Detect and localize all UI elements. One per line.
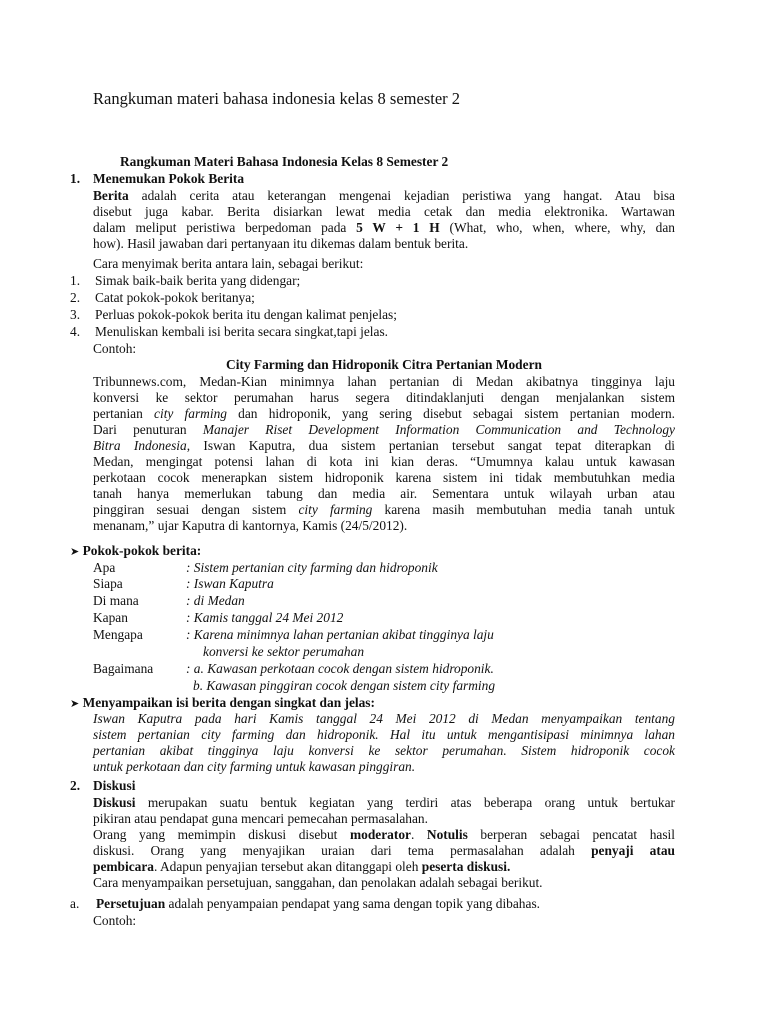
article-line: Bitra Indonesia, Iswan Kaputra, dua sistem pertanian tersebut sangat tepat diterapkan di bbox=[93, 438, 676, 453]
page-title: Rangkuman materi bahasa indonesia kelas 8 semester 2 bbox=[93, 89, 461, 108]
berita-def-line-1: Berita adalah cerita atau keterangan mengenai kejadian peristiwa yang hangat. Atau bisa bbox=[93, 188, 676, 203]
diskusi-line: pembicara. Adapun penyajian tersebut akan ditanggapi oleh peserta diskusi. bbox=[93, 859, 511, 874]
section-1-number: 1. bbox=[70, 171, 81, 186]
pokok-label: Di mana bbox=[93, 593, 139, 608]
step-text: Catat pokok-pokok beritanya; bbox=[95, 290, 255, 305]
pokok-value: : Karena minimnya lahan pertanian akibat tingginya laju bbox=[186, 627, 494, 642]
section-2-heading: Diskusi bbox=[93, 778, 136, 793]
pokok-label: Kapan bbox=[93, 610, 128, 625]
ringkas-line: pertanian akibat tingginya laju konversi ke sektor perumahan. Sistem hidroponik cocok bbox=[93, 743, 675, 758]
pokok-value: : Sistem pertanian city farming dan hidroponik bbox=[186, 560, 438, 575]
contoh-label-2: Contoh: bbox=[93, 913, 137, 928]
berita-def-line-4: how). Hasil jawaban dari pertanyaan itu dikemas dalam bentuk berita. bbox=[93, 236, 469, 251]
diskusi-line: pikiran atau pendapat guna mencari pemecahan permasalahan. bbox=[93, 811, 428, 826]
pokok-value: : Iswan Kaputra bbox=[186, 576, 274, 591]
pokok-value-continued: konversi ke sektor perumahan bbox=[203, 644, 365, 659]
article-line: menanam,” ujar Kaputra di kantornya, Kamis (24/5/2012). bbox=[93, 518, 408, 533]
diskusi-line: Orang yang memimpin diskusi disebut moderator. Notulis berperan sebagai pencatat hasil bbox=[93, 827, 675, 842]
right-arrow-bullet-icon: ➤ bbox=[70, 545, 80, 558]
ringkas-paragraph bbox=[93, 711, 675, 775]
pokok-label: Apa bbox=[93, 560, 116, 575]
diskusi-line: Diskusi merupakan suatu bentuk kegiatan yang terdiri atas beberapa orang untuk bertukar bbox=[93, 795, 675, 810]
article-title: City Farming dan Hidroponik Citra Pertanian Modern bbox=[226, 357, 542, 372]
diskusi-line: Cara menyampaikan persetujuan, sanggahan, dan penolakan adalah sebagai berikut. bbox=[93, 875, 543, 890]
berita-def-line-2: disebut juga kabar. Berita disiarkan lewat media cetak dan media elektronika. Wartawan bbox=[93, 204, 675, 219]
berita-definition bbox=[93, 188, 675, 252]
article-line: perkotaan cocok menerapkan sistem hidroponik karena sistem ini tidak membutuhkan media bbox=[93, 470, 675, 485]
diskusi-definition bbox=[93, 795, 675, 891]
berita-def-line-3: dalam meliput peristiwa berpedoman pada 5 W + 1 H (What, who, when, where, why, dan bbox=[93, 220, 675, 235]
ringkas-heading: ➤ Menyampaikan isi berita dengan singkat dan jelas: bbox=[70, 695, 375, 710]
article-body bbox=[93, 374, 675, 534]
article-line: Medan, mengingat potensi lahan di kota ini kian deras. “Umumnya kalau untuk kawasan bbox=[93, 454, 675, 469]
pokok-label: Siapa bbox=[93, 576, 123, 591]
ringkas-line: Iswan Kaputra pada hari Kamis tanggal 24 Mei 2012 di Medan menyampaikan tentang bbox=[93, 711, 675, 726]
article-line: pinggiran sesuai dengan sistem city farming karena masih membutuhan media tanah untuk bbox=[93, 502, 675, 517]
step-number: 1. bbox=[70, 273, 81, 288]
pokok-heading: ➤ Pokok-pokok berita: bbox=[70, 543, 202, 558]
step-number: 3. bbox=[70, 307, 81, 322]
step-text: Menuliskan kembali isi berita secara singkat,tapi jelas. bbox=[95, 324, 389, 339]
pokok-label: Bagaimana bbox=[93, 661, 154, 676]
ringkas-line: untuk perkotaan dan city farming untuk kawasan pinggiran. bbox=[93, 759, 416, 774]
step-text: Simak baik-baik berita yang didengar; bbox=[95, 273, 301, 288]
document-heading: Rangkuman Materi Bahasa Indonesia Kelas 8 Semester 2 bbox=[120, 154, 449, 169]
pokok-value: : Kamis tanggal 24 Mei 2012 bbox=[186, 610, 344, 625]
ringkas-line: sistem pertanian city farming dan hidroponik. Hal itu untuk mengantisipasi minimnya lahan bbox=[93, 727, 675, 742]
section-1-heading: Menemukan Pokok Berita bbox=[93, 171, 245, 186]
berita-term: Berita bbox=[93, 188, 129, 203]
pokok-value: : di Medan bbox=[186, 593, 245, 608]
cara-menyimak: Cara menyimak berita antara lain, sebagai berikut: bbox=[93, 256, 364, 271]
article-line: Dari penuturan Manajer Riset Development Information Communication and Technology bbox=[93, 422, 675, 437]
contoh-label: Contoh: bbox=[93, 341, 137, 356]
article-line: pertanian city farming dan hidroponik, yang sering disebut sebagai sistem pertanian modern. bbox=[93, 406, 676, 421]
article-line: Tribunnews.com, Medan-Kian minimnya lahan pertanian di Medan akibatnya tingginya laju bbox=[93, 374, 675, 389]
item-a-text: Persetujuan adalah penyampaian pendapat yang sama dengan topik yang dibahas. bbox=[96, 896, 541, 911]
section-2-number: 2. bbox=[70, 778, 81, 793]
article-line: konversi ke sektor perumahan harus segera ditindaklanjuti dengan menjalankan sistem bbox=[93, 390, 675, 405]
step-number: 2. bbox=[70, 290, 81, 305]
step-number: 4. bbox=[70, 324, 81, 339]
step-text: Perluas pokok-pokok berita itu dengan kalimat penjelas; bbox=[95, 307, 397, 322]
5w1h-formula: 5 W + 1 H bbox=[356, 220, 440, 235]
diskusi-line: diskusi. Orang yang menyajikan uraian dari tema permasalahan adalah penyaji atau bbox=[93, 843, 675, 858]
item-a-number: a. bbox=[70, 896, 80, 911]
right-arrow-bullet-icon: ➤ bbox=[70, 697, 80, 710]
pokok-value-continued: b. Kawasan pinggiran cocok dengan sistem city farming bbox=[193, 678, 496, 693]
article-line: tanah hanya memerlukan tabung dan media air. Sementara untuk wilayah urban atau bbox=[93, 486, 675, 501]
pokok-value: : a. Kawasan perkotaan cocok dengan sistem hidroponik. bbox=[186, 661, 494, 676]
pokok-label: Mengapa bbox=[93, 627, 143, 642]
